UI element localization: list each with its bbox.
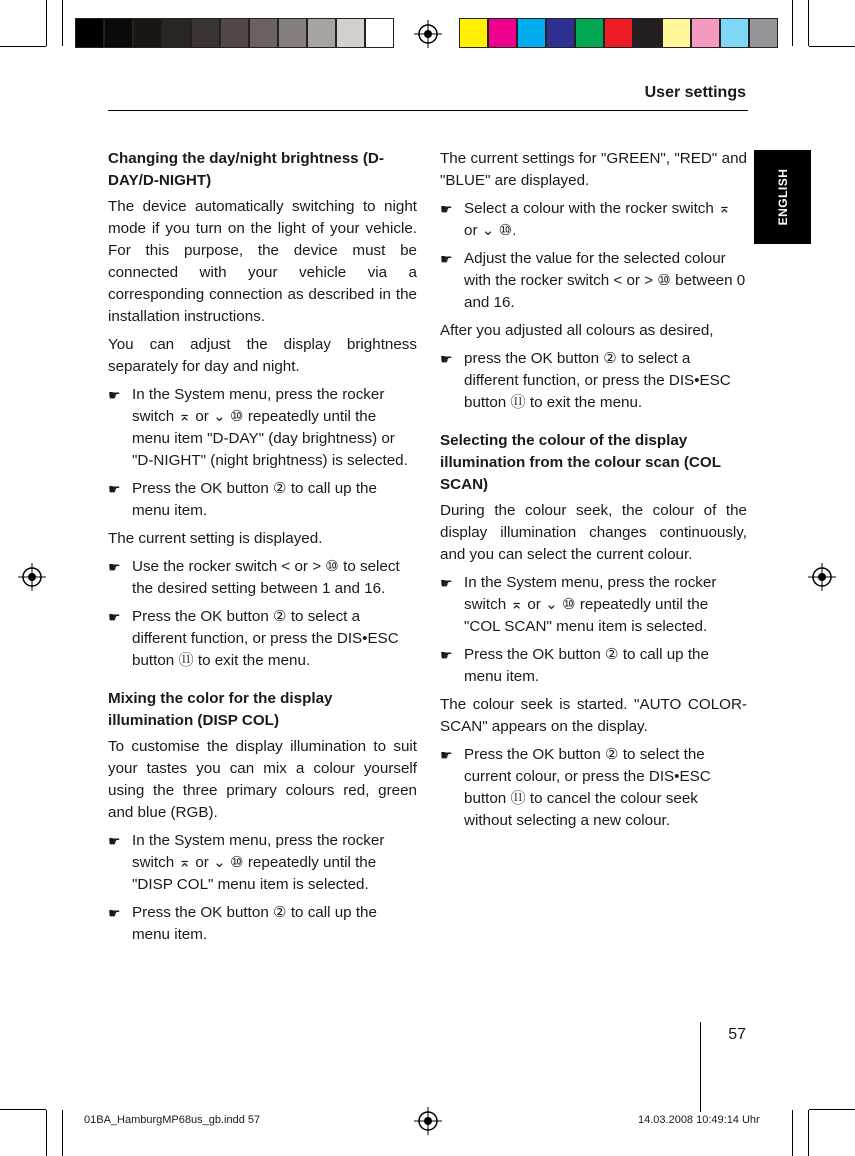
color-swatch bbox=[662, 18, 691, 48]
crop-mark bbox=[809, 1109, 855, 1110]
step-text: In the System menu, press the rocker switch ⌅ or ⌄ ⑩ repeatedly until the menu item "D-DAY" (day brightness) or "D-NIGHT" (night brightness) is selected. bbox=[132, 386, 408, 469]
color-swatch bbox=[575, 18, 604, 48]
crop-mark bbox=[0, 1109, 46, 1110]
pointing-hand-icon: ☛ bbox=[108, 833, 121, 849]
step-text: In the System menu, press the rocker switch ⌅ or ⌄ ⑩ repeatedly until the "COL SCAN" menu item is selected. bbox=[464, 574, 717, 635]
color-swatch bbox=[633, 18, 662, 48]
instruction-step bbox=[440, 644, 747, 688]
pointing-hand-icon: ☛ bbox=[108, 905, 121, 921]
crop-mark bbox=[808, 0, 809, 46]
paragraph: The colour seek is started. "AUTO COLOR-SCAN" appears on the display. bbox=[440, 696, 747, 735]
paragraph: After you adjusted all colours as desired, bbox=[440, 322, 714, 339]
color-swatch bbox=[133, 18, 162, 48]
instruction-step bbox=[108, 606, 417, 672]
crop-mark bbox=[46, 0, 47, 46]
instruction-step bbox=[440, 348, 747, 414]
step-text: press the OK button ② to select a different function, or press the DIS•ESC button ⑪ to exit the menu. bbox=[464, 350, 731, 411]
color-swatch bbox=[604, 18, 633, 48]
color-swatch bbox=[720, 18, 749, 48]
crop-mark bbox=[792, 0, 793, 46]
color-swatch bbox=[365, 18, 394, 48]
paragraph: During the colour seek, the colour of the display illumination changes continuously, and you can select the current colour. bbox=[440, 502, 747, 563]
section-heading-col-scan: Selecting the colour of the display illumination from the colour scan (COL SCAN) bbox=[440, 432, 721, 493]
language-tab bbox=[754, 150, 811, 244]
step-text: Press the OK button ② to call up the menu item. bbox=[132, 480, 377, 519]
pointing-hand-icon: ☛ bbox=[440, 351, 453, 367]
color-swatch bbox=[104, 18, 133, 48]
instruction-step bbox=[108, 556, 417, 600]
color-swatch bbox=[336, 18, 365, 48]
pointing-hand-icon: ☛ bbox=[108, 387, 121, 403]
page-number: 57 bbox=[728, 1026, 746, 1043]
instruction-step bbox=[108, 384, 417, 472]
step-text: Select a colour with the rocker switch ⌅ or ⌄ ⑩. bbox=[464, 200, 731, 239]
registration-mark-icon bbox=[414, 20, 442, 48]
step-text: Use the rocker switch < or > ⑩ to select the desired setting between 1 and 16. bbox=[132, 558, 400, 597]
step-text: Press the OK button ② to call up the menu item. bbox=[132, 904, 377, 943]
instruction-step bbox=[440, 198, 747, 242]
paragraph: The device automatically switching to night mode if you turn on the light of your vehicle. For this purpose, the device must be connected with your vehicle via a corresponding connection as described in the installation instructions. bbox=[108, 198, 417, 325]
pointing-hand-icon: ☛ bbox=[440, 747, 453, 763]
color-swatch bbox=[488, 18, 517, 48]
pointing-hand-icon: ☛ bbox=[440, 575, 453, 591]
pointing-hand-icon: ☛ bbox=[440, 251, 453, 267]
color-swatch bbox=[249, 18, 278, 48]
pointing-hand-icon: ☛ bbox=[440, 647, 453, 663]
step-text: Press the OK button ② to select the current colour, or press the DIS•ESC button ⑪ to cancel the colour seek without selecting a new colour. bbox=[464, 746, 711, 829]
crop-mark bbox=[792, 1110, 793, 1156]
crop-mark bbox=[0, 46, 46, 47]
instruction-step bbox=[108, 830, 417, 896]
instruction-step bbox=[108, 902, 417, 946]
color-swatch bbox=[307, 18, 336, 48]
color-swatch bbox=[191, 18, 220, 48]
color-swatch bbox=[75, 18, 104, 48]
color-swatch bbox=[162, 18, 191, 48]
color-bar bbox=[459, 18, 778, 48]
crop-mark bbox=[62, 1110, 63, 1156]
paragraph: To customise the display illumination to suit your tastes you can mix a colour yourself using the three primary colours red, green and blue (RGB). bbox=[108, 738, 417, 821]
color-swatch bbox=[546, 18, 575, 48]
pointing-hand-icon: ☛ bbox=[440, 201, 453, 217]
instruction-step bbox=[440, 572, 747, 638]
step-text: In the System menu, press the rocker switch ⌅ or ⌄ ⑩ repeatedly until the "DISP COL" menu item is selected. bbox=[132, 832, 385, 893]
paragraph: The current setting is displayed. bbox=[108, 530, 323, 547]
page-header-title: User settings bbox=[644, 84, 746, 101]
instruction-step bbox=[108, 478, 417, 522]
color-swatch bbox=[278, 18, 307, 48]
registration-mark-icon bbox=[808, 563, 836, 591]
color-swatch bbox=[459, 18, 488, 48]
section-heading-disp-col: Mixing the color for the display illumination (DISP COL) bbox=[108, 690, 333, 729]
crop-mark bbox=[809, 46, 855, 47]
color-swatch bbox=[749, 18, 778, 48]
step-text: Press the OK button ② to call up the menu item. bbox=[464, 646, 709, 685]
crop-mark bbox=[808, 1110, 809, 1156]
step-text: Adjust the value for the selected colour with the rocker switch < or > ⑩ between 0 and 16. bbox=[464, 250, 746, 311]
instruction-step bbox=[440, 744, 747, 832]
left-column bbox=[108, 148, 417, 952]
right-column bbox=[440, 148, 747, 838]
instruction-step bbox=[440, 248, 747, 314]
header-rule bbox=[108, 110, 748, 111]
pointing-hand-icon: ☛ bbox=[108, 609, 121, 625]
pointing-hand-icon: ☛ bbox=[108, 559, 121, 575]
pointing-hand-icon: ☛ bbox=[108, 481, 121, 497]
color-swatch bbox=[691, 18, 720, 48]
registration-mark-icon bbox=[18, 563, 46, 591]
color-swatch bbox=[220, 18, 249, 48]
crop-mark bbox=[62, 0, 63, 46]
footer-timestamp: 14.03.2008 10:49:14 Uhr bbox=[638, 1114, 760, 1126]
color-swatch bbox=[517, 18, 546, 48]
step-text: Press the OK button ② to select a different function, or press the DIS•ESC button ⑪ to exit the menu. bbox=[132, 608, 399, 669]
paragraph: You can adjust the display brightness separately for day and night. bbox=[108, 336, 417, 375]
paragraph: The current settings for "GREEN", "RED" and "BLUE" are displayed. bbox=[440, 150, 747, 189]
footer-filename: 01BA_HamburgMP68us_gb.indd 57 bbox=[84, 1114, 261, 1126]
registration-mark-icon bbox=[414, 1107, 442, 1135]
grayscale-bar bbox=[75, 18, 394, 48]
crop-mark bbox=[46, 1110, 47, 1156]
language-tab-label: ENGLISH bbox=[775, 168, 790, 226]
section-heading-day-night: Changing the day/night brightness (D-DAY/D-NIGHT) bbox=[108, 150, 384, 189]
